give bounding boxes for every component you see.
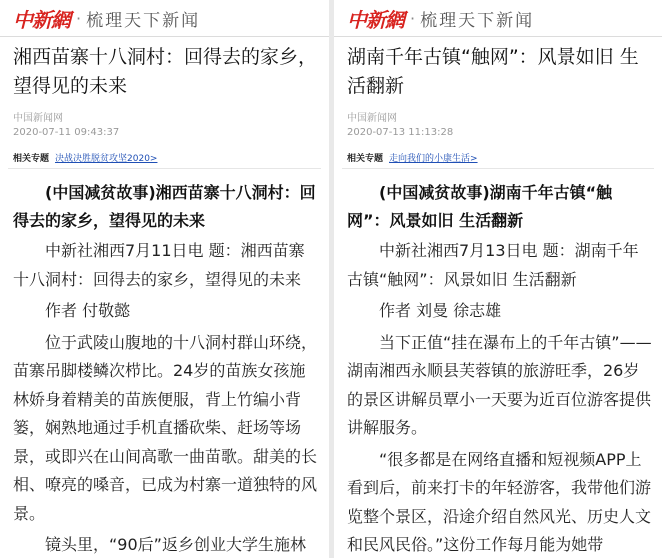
site-logo[interactable]: 中新網 [13,7,70,32]
article-lead: (中国减贫故事)湘西苗寨十八洞村：回得去的家乡，望得见的未来 [13,183,316,230]
brand-header [334,0,662,36]
article-paragraph: 镜头里，“90后”返乡创业大学生施林 [45,535,306,554]
brand-separator: · [76,8,82,28]
article-paragraph: 当下正值“挂在瀑布上的千年古镇”——湖南湘西永顺县芙蓉镇的旅游旺季，26岁的景区讲解员覃小一天要为近百位游客提供讲解服务。 [347,332,652,437]
related-topic-link[interactable]: 走向我们的小康生活> [389,154,478,164]
article-source: 中国新闻网 [13,113,63,124]
article-byline: 作者 付敬懿 [45,301,131,320]
article-panel-right [334,0,662,558]
related-topic-label: 相关专题 [13,154,50,164]
related-topic-link[interactable]: 决战决胜脱贫攻坚2020> [55,154,158,164]
brand-separator: · [410,8,416,28]
article-body [0,169,329,558]
article-source: 中国新闻网 [347,113,397,124]
article-body [334,169,662,558]
related-topic [347,151,662,164]
site-logo[interactable]: 中新網 [347,7,404,32]
article-datetime: 2020-07-13 11:13:28 [347,127,454,138]
related-topic [13,151,329,164]
article-paragraph: “很多都是在网络直播和短视频APP上看到后，前来打卡的年轻游客，我带他们游览整个景区，沿途介绍自然风光、历史人文和民风民俗。”这份工作每月能为她带 [347,449,652,554]
header-divider [334,36,662,37]
header-divider [0,36,329,37]
article-title: 湖南千年古镇“触网”：风景如旧 生活翻新 [347,46,639,97]
article-panel-left [0,0,329,558]
brand-header [0,0,329,36]
related-topic-label: 相关专题 [347,154,384,164]
article-paragraph: 位于武陵山腹地的十八洞村群山环绕，苗寨吊脚楼鳞次栉比。24岁的苗族女孩施林娇身着精美的苗族便服，背上竹编小背篓，娴熟地通过手机直播砍柴、赶场等场景，或即兴在山间高歌一曲苗歌。甜美的长相、嘹亮的嗓音，已成为村寨一道独特的风景。 [13,332,318,523]
article-lead: (中国减贫故事)湖南千年古镇“触网”：风景如旧 生活翻新 [347,183,613,230]
article-paragraph: 中新社湘西7月13日电 题：湖南千年古镇“触网”：风景如旧 生活翻新 [347,241,639,289]
site-slogan: 梳理天下新闻 [86,10,201,31]
article-title: 湘西苗寨十八洞村：回得去的家乡，望得见的未来 [13,46,318,97]
site-slogan: 梳理天下新闻 [420,10,535,31]
article-paragraph: 中新社湘西7月11日电 题：湘西苗寨十八洞村：回得去的家乡，望得见的未来 [13,241,305,289]
article-datetime: 2020-07-11 09:43:37 [13,127,120,138]
article-byline: 作者 刘曼 徐志雄 [379,301,502,320]
